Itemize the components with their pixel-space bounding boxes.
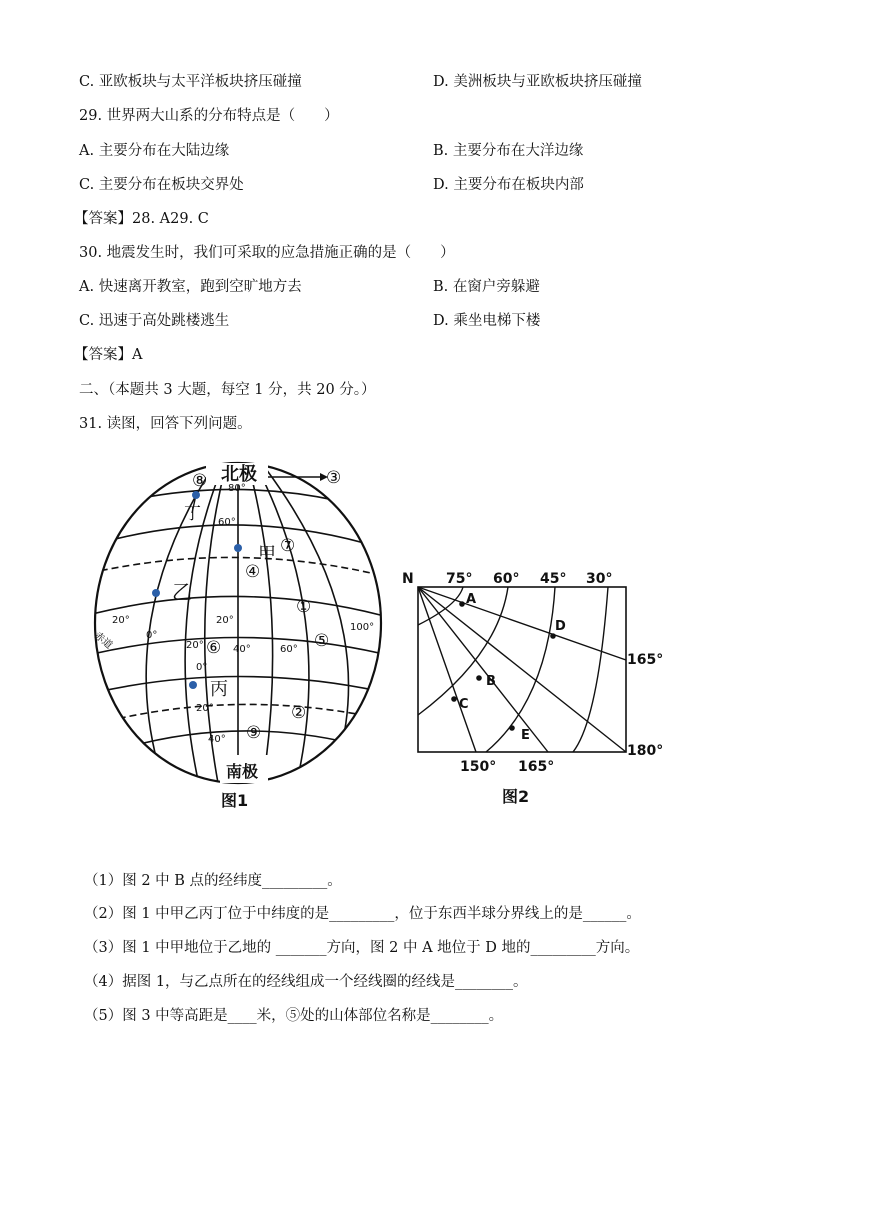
north-pole-label: 北极 — [221, 464, 257, 485]
answer-28-29: 【答案】28. A29. C — [74, 211, 209, 227]
label-c: C — [459, 697, 469, 712]
q29-option-d: D. 主要分布在板块内部 — [433, 177, 584, 193]
q29-option-a: A. 主要分布在大陆边缘 — [79, 143, 230, 159]
north-label: N — [402, 571, 414, 587]
tick-lat-20s: 20° — [196, 703, 214, 714]
figure-2-caption: 图2 — [502, 787, 530, 806]
label-a: A — [466, 592, 477, 607]
label-bing: 丙 — [210, 679, 228, 700]
top-label-30: 30° — [586, 571, 613, 587]
q28-option-c: C. 亚欧板块与太平洋板块挤压碰撞 — [79, 74, 302, 90]
globe-grid — [88, 463, 388, 785]
tick-lon-0: 0° — [146, 630, 158, 641]
label-yi: 乙 — [172, 580, 192, 604]
tick-lat-0: 0° — [196, 662, 208, 673]
point-bing — [189, 681, 197, 689]
circled-7: ⑦ — [280, 536, 296, 556]
right-label-165: 165° — [627, 652, 664, 668]
q30-option-c: C. 迅速于高处跳楼逃生 — [79, 313, 230, 329]
point-yi — [152, 589, 160, 597]
point-d — [550, 633, 556, 639]
top-label-45: 45° — [540, 571, 567, 587]
tick-lon-20a: 20° — [112, 615, 130, 626]
tick-lon-40: 40° — [233, 644, 251, 655]
tick-lon-20b: 20° — [186, 640, 204, 651]
south-pole-label: 南极 — [226, 762, 259, 781]
point-c — [451, 696, 457, 702]
circled-1: ① — [296, 597, 312, 617]
tick-lat-80: 80° — [228, 483, 246, 494]
q29-option-b: B. 主要分布在大洋边缘 — [433, 143, 584, 159]
circled-5: ⑤ — [314, 631, 330, 651]
label-d: D — [555, 619, 566, 634]
q30-option-a: A. 快速离开教室，跑到空旷地方去 — [79, 279, 302, 295]
point-jia — [234, 544, 242, 552]
right-label-180: 180° — [627, 743, 664, 759]
point-b — [476, 675, 482, 681]
q30-option-b: B. 在窗户旁躲避 — [433, 279, 540, 295]
sub-question-4: （4）据图 1，与乙点所在的经线组成一个经线圈的经线是________。 — [84, 974, 528, 990]
circled-6: ⑥ — [206, 638, 222, 658]
circled-3: ③ — [326, 468, 342, 488]
sub-question-1: （1）图 2 中 B 点的经纬度_________。 — [84, 873, 342, 889]
sub-question-2: （2）图 1 中甲乙丙丁位于中纬度的是_________，位于东西半球分界线上的是______。 — [84, 906, 641, 922]
q30-option-d: D. 乘坐电梯下楼 — [433, 313, 541, 329]
equator-label: 赤道 — [91, 630, 115, 652]
label-jia: 甲 — [258, 544, 276, 565]
bottom-label-150: 150° — [460, 759, 497, 775]
sub-question-5: （5）图 3 中等高距是____米，⑤处的山体部位名称是________。 — [84, 1008, 504, 1024]
question-29: 29. 世界两大山系的分布特点是（ ） — [79, 108, 339, 124]
figure-2-polar-grid — [398, 565, 670, 780]
circled-8: ⑧ — [192, 471, 208, 491]
circled-4: ④ — [245, 562, 261, 582]
figure-1-globe — [88, 455, 393, 785]
tick-lat-40s: 40° — [208, 734, 226, 745]
label-ding: 丁 — [184, 504, 201, 524]
point-ding — [192, 491, 200, 499]
label-b: B — [486, 674, 496, 689]
answer-30: 【答案】A — [74, 347, 143, 363]
question-31: 31. 读图，回答下列问题。 — [79, 416, 252, 432]
label-e: E — [521, 728, 530, 743]
point-e — [509, 725, 515, 731]
tick-lon-60: 60° — [280, 644, 298, 655]
tick-lat-60: 60° — [218, 517, 236, 528]
tick-lat-20n: 20° — [216, 615, 234, 626]
point-a — [459, 601, 465, 607]
question-30: 30. 地震发生时，我们可采取的应急措施正确的是（ ） — [79, 245, 455, 261]
bottom-label-165: 165° — [518, 759, 555, 775]
tick-lon-100: 100° — [350, 622, 375, 633]
circled-2: ② — [291, 703, 307, 723]
top-label-75: 75° — [446, 571, 473, 587]
circled-9: ⑨ — [246, 723, 262, 743]
top-label-60: 60° — [493, 571, 520, 587]
figure-1-caption: 图1 — [221, 791, 249, 810]
section-2-heading: 二、（本题共 3 大题，每空 1 分，共 20 分。） — [79, 382, 376, 398]
q28-option-d: D. 美洲板块与亚欧板块挤压碰撞 — [433, 74, 642, 90]
sub-question-3: （3）图 1 中甲地位于乙地的 _______方向，图 2 中 A 地位于 D 地的_________方向。 — [84, 940, 640, 956]
q29-option-c: C. 主要分布在板块交界处 — [79, 177, 244, 193]
